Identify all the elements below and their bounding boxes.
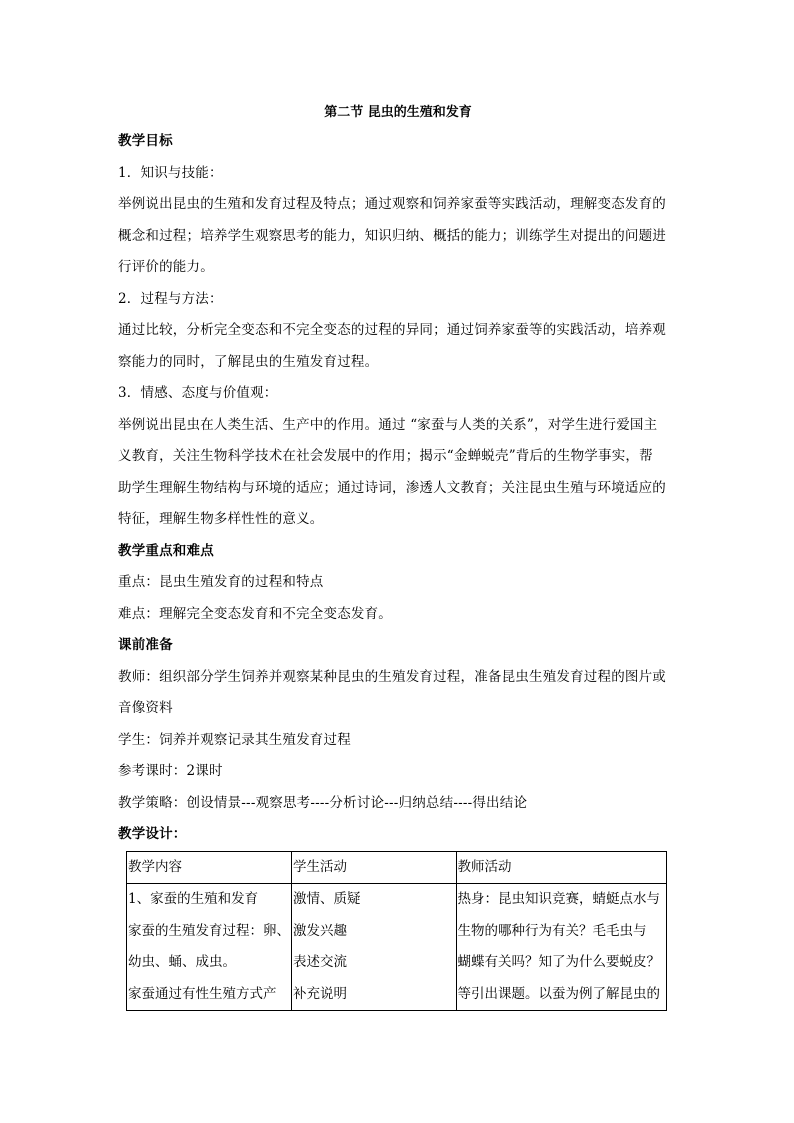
emotion-line: 义教育，关注生物科学技术在社会发展中的作用；揭示“金蝉蜕壳”背后的生物学事实，帮 [118, 448, 653, 464]
cell-line: 激发兴趣 [293, 922, 347, 939]
document-page [118, 100, 678, 1011]
prep-heading: 课前准备 [118, 637, 173, 653]
teacher-prep-line: 教师：组织部分学生饲养并观察某种昆虫的生殖发育过程，准备昆虫生殖发育过程的图片或 [118, 668, 666, 685]
cell-line: 等引出课题。以蚕为例了解昆虫的 [457, 985, 661, 1002]
knowledge-line: 举例说出昆虫的生殖和发育过程及特点；通过观察和饲养家蚕等实践活动，理解变态发育的 [118, 196, 666, 212]
table-header-cell: 学生活动 [292, 851, 457, 884]
cell-line: 幼虫、蛹、成虫。 [128, 954, 236, 970]
keypoints-heading: 教学重点和难点 [118, 542, 214, 559]
process-line: 通过比较，分析完全变态和不完全变态的过程的异同；通过饲养家蚕等的实践活动，培养观 [118, 322, 666, 338]
knowledge-line: 概念和过程；培养学生观察思考的能力，知识归纳、概括的能力；训练学生对提出的问题进 [118, 227, 666, 244]
objectives-heading: 教学目标 [118, 133, 173, 149]
cell-line: 1、家蚕的生殖和发育 [128, 891, 259, 907]
table-cell-teacher [456, 884, 666, 1011]
cell-line: 表述交流 [293, 954, 347, 970]
cell-line: 家蚕的生殖发育过程：卵、 [128, 922, 290, 939]
keypoint-text: 重点：昆虫生殖发育的过程和特点 [118, 574, 324, 590]
cell-line: 补充说明 [293, 985, 347, 1002]
process-heading: 2．过程与方法： [118, 290, 223, 307]
table-header-cell: 教师活动 [456, 851, 666, 884]
cell-line: 热身：昆虫知识竞赛，蜻蜓点水与 [457, 891, 661, 907]
emotion-line: 助学生理解生物结构与环境的适应；通过诗词，渗透人文教育；关注昆虫生殖与环境适应的 [118, 479, 666, 496]
table-header-cell: 教学内容 [127, 851, 292, 884]
design-table [126, 851, 667, 1012]
strategy-text: 教学策略：创设情景---观察思考----分析讨论---归纳总结----得出结论 [118, 794, 528, 811]
student-prep-text: 学生：饲养并观察记录其生殖发育过程 [118, 731, 351, 748]
cell-line: 蝴蝶有关吗？知了为什么要蜕皮？ [457, 954, 661, 970]
cell-line: 家蚕通过有性生殖方式产 [128, 985, 277, 1002]
emotion-line: 特征，理解生物多样性性的意义。 [118, 511, 324, 527]
difficulty-text: 难点：理解完全变态发育和不完全变态发育。 [118, 605, 392, 622]
emotion-line: 举例说出昆虫在人类生活、生产中的作用。通过 “家蚕与人类的关系”，对学生进行爱国主 [118, 416, 658, 433]
document-title: 第二节 昆虫的生殖和发育 [324, 105, 472, 120]
emotion-heading: 3．情感、态度与价值观： [118, 385, 278, 401]
knowledge-line: 行评价的能力。 [118, 259, 214, 275]
table-row [127, 884, 667, 1011]
knowledge-heading: 1．知识与技能： [118, 164, 223, 181]
cell-line: 生物的哪种行为有关？毛毛虫与 [457, 922, 647, 939]
process-line: 察能力的同时，了解昆虫的生殖发育过程。 [118, 353, 379, 370]
table-header-row [127, 851, 667, 884]
hours-text: 参考课时：2课时 [118, 763, 223, 779]
teacher-prep-line: 音像资料 [118, 700, 173, 716]
table-cell-content [127, 884, 292, 1011]
cell-line: 激情、质疑 [293, 891, 361, 907]
design-heading: 教学设计： [118, 826, 187, 842]
table-cell-student [292, 884, 457, 1011]
